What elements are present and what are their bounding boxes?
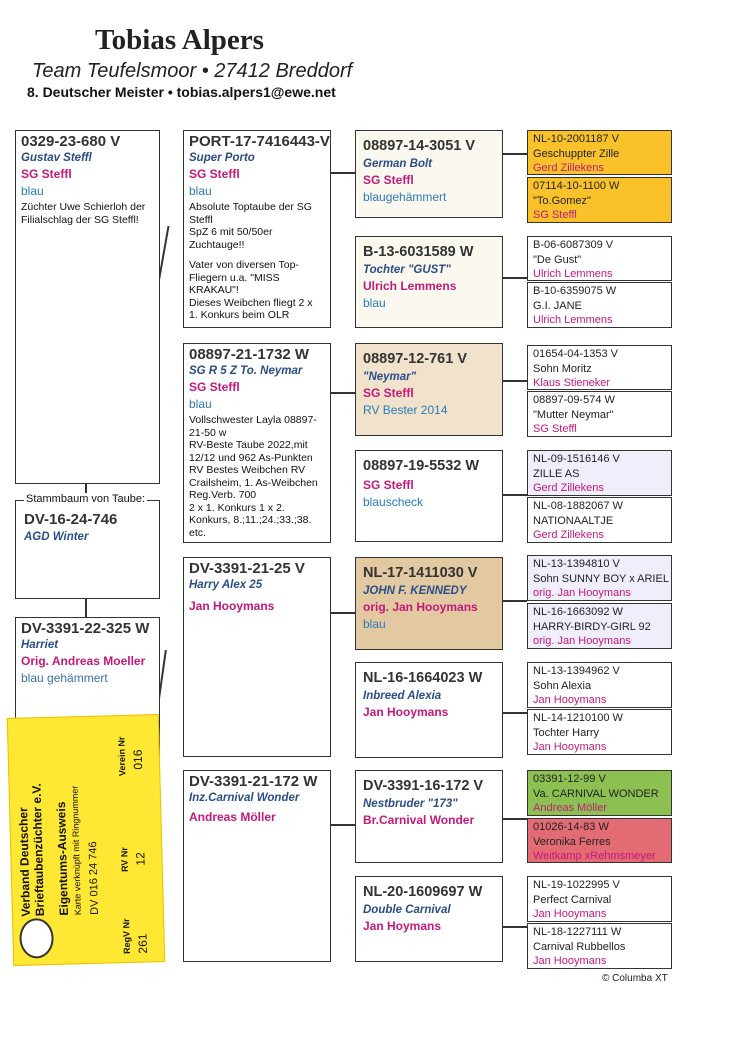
mother-color: blau gehämmert: [21, 671, 108, 685]
ff-breeder: SG Steffl: [189, 167, 240, 181]
copyright: © Columba XT: [602, 973, 668, 984]
fm-desc: Vollschwester Layla 08897- 21-50 w RV-Beste Taube 2022,mit 12/12 und 962 As-Punkten RV Bestes Weibchen RV Crailsheim, 1. As-Weibchen Reg.Verb. 700 2 x 1. Konkurs 1 x 2. Konkurs, 8.;11.;24.;33.;38. etc.: [189, 414, 318, 539]
vdb-logo-icon: [19, 918, 54, 959]
card-regv: 261: [135, 933, 150, 954]
father-name: Gustav Steffl: [21, 152, 92, 164]
header-line: 8. Deutscher Meister • tobias.alpers1@ewe.net: [27, 84, 336, 100]
ff-desc: Absolute Toptaube der SG Steffl SpZ 6 mit 50/50er Zuchtauge!! Vater von diversen Top- Fliegern u.a. "MISS KRAKAU"! Dieses Weibchen fliegt 2 x 1. Konkurs beim OLR: [189, 201, 313, 321]
mother-name: Harriet: [21, 639, 59, 651]
card-verein: 016: [130, 749, 146, 770]
g3-box: 08897-19-5532 W SG Steffl blauscheck: [355, 450, 503, 542]
card-title: Eigentums-Ausweis: [53, 801, 71, 916]
ff-name: Super Porto: [189, 152, 255, 164]
card-regv-label: RegV Nr: [121, 918, 132, 955]
mf-name: Harry Alex 25: [189, 579, 263, 591]
fm-name: SG R 5 Z To. Neymar: [189, 365, 303, 377]
fm-breeder: SG Steffl: [189, 380, 240, 394]
g3-box: NL-17-1411030 V JOHN F. KENNEDY orig. Jan Hooymans blau: [355, 557, 503, 650]
g3-box: B-13-6031589 W Tochter "GUST" Ulrich Lemmens blau: [355, 236, 503, 328]
card-rv: 12: [133, 852, 148, 866]
mf-box: [183, 557, 331, 757]
g4-box: 03391-12-99 V Va. CARNIVAL WONDER Andreas Möller: [527, 770, 672, 816]
g4-box: 01654-04-1353 V Sohn Moritz Klaus Stieneker: [527, 345, 672, 390]
g4-box: NL-10-2001187 V Geschuppter Zille Gerd Zillekens: [527, 130, 672, 175]
mm-box: [183, 770, 331, 962]
g3-box: 08897-14-3051 V German Bolt SG Steffl blaugehämmert: [355, 130, 503, 218]
g4-box: 01026-14-83 W Veronika Ferres Weitkamp xRehmsmeyer: [527, 818, 672, 863]
g3-box: NL-16-1664023 W Inbreed Alexia Jan Hooymans: [355, 662, 503, 758]
g4-box: NL-09-1516146 V ZILLE AS Gerd Zillekens: [527, 450, 672, 496]
ownership-card: [7, 714, 165, 966]
g4-box: NL-13-1394810 V Sohn SUNNY BOY x ARIEL orig. Jan Hooymans: [527, 555, 672, 601]
mm-name: Inz.Carnival Wonder: [189, 792, 300, 804]
g4-box: NL-14-1210100 W Tochter Harry Jan Hooymans: [527, 709, 672, 755]
g3-box: DV-3391-16-172 V Nestbruder "173" Br.Carnival Wonder: [355, 770, 503, 863]
g4-box: B-06-6087309 V "De Gust" Ulrich Lemmens: [527, 236, 672, 281]
g4-box: NL-13-1394962 V Sohn Alexia Jan Hooymans: [527, 662, 672, 708]
g4-box: NL-19-1022995 V Perfect Carnival Jan Hooymans: [527, 876, 672, 922]
mf-ring: DV-3391-21-25 V: [189, 560, 305, 577]
mm-ring: DV-3391-21-172 W: [189, 773, 318, 790]
header-subtitle: Team Teufelsmoor • 27412 Breddorf: [32, 60, 353, 82]
fm-color: blau: [189, 397, 212, 411]
father-box: [15, 130, 160, 484]
g4-box: NL-18-1227111 W Carnival Rubbellos Jan Hooymans: [527, 923, 672, 969]
card-ring: DV 016 24 746: [87, 841, 101, 915]
subject-name: AGD Winter: [24, 531, 89, 543]
g4-box: NL-16-1663092 W HARRY-BIRDY-GIRL 92 orig. Jan Hooymans: [527, 603, 672, 649]
g4-box: B-10-6359075 W G.I. JANE Ulrich Lemmens: [527, 282, 672, 328]
ff-ring: PORT-17-7416443-V: [189, 133, 330, 150]
card-rv-label: RV Nr: [119, 847, 130, 873]
mf-breeder: Jan Hooymans: [189, 599, 275, 613]
mother-breeder: Orig. Andreas Moeller: [21, 654, 146, 668]
g3-box: NL-20-1609697 W Double Carnival Jan Hoymans: [355, 876, 503, 962]
header-name: Tobias Alpers: [95, 24, 264, 56]
ff-box: [183, 130, 331, 328]
card-verein-label: Verein Nr: [116, 736, 128, 777]
mother-ring: DV-3391-22-325 W: [21, 620, 150, 637]
card-org-2: Brieftaubenzüchter e.V.: [29, 783, 47, 917]
g4-box: NL-08-1882067 W NATIONAALTJE Gerd Zillekens: [527, 497, 672, 543]
g4-box: 08897-09-574 W "Mutter Neymar" SG Steffl: [527, 391, 672, 437]
father-ring: 0329-23-680 V: [21, 133, 121, 150]
ff-color: blau: [189, 184, 212, 198]
subject-box: [15, 500, 160, 599]
father-color: blau: [21, 184, 44, 198]
g3-box: 08897-12-761 V "Neymar" SG Steffl RV Bester 2014: [355, 343, 503, 436]
father-desc: Züchter Uwe Schierloh der Filialschlag der SG Steffl!: [21, 201, 146, 226]
card-org-1: Verband Deutscher: [16, 807, 33, 917]
fm-box: [183, 343, 331, 543]
subject-ring: DV-16-24-746: [24, 511, 118, 528]
mm-breeder: Andreas Möller: [189, 810, 276, 824]
father-breeder: SG Steffl: [21, 167, 72, 181]
fm-ring: 08897-21-1732 W: [189, 346, 310, 363]
subject-label: Stammbaum von Taube:: [26, 493, 146, 505]
g4-box: 07114-10-1100 W "To.Gomez" SG Steffl: [527, 177, 672, 223]
card-subtitle: Karte verknüpft mit Ringnummer: [69, 785, 83, 916]
